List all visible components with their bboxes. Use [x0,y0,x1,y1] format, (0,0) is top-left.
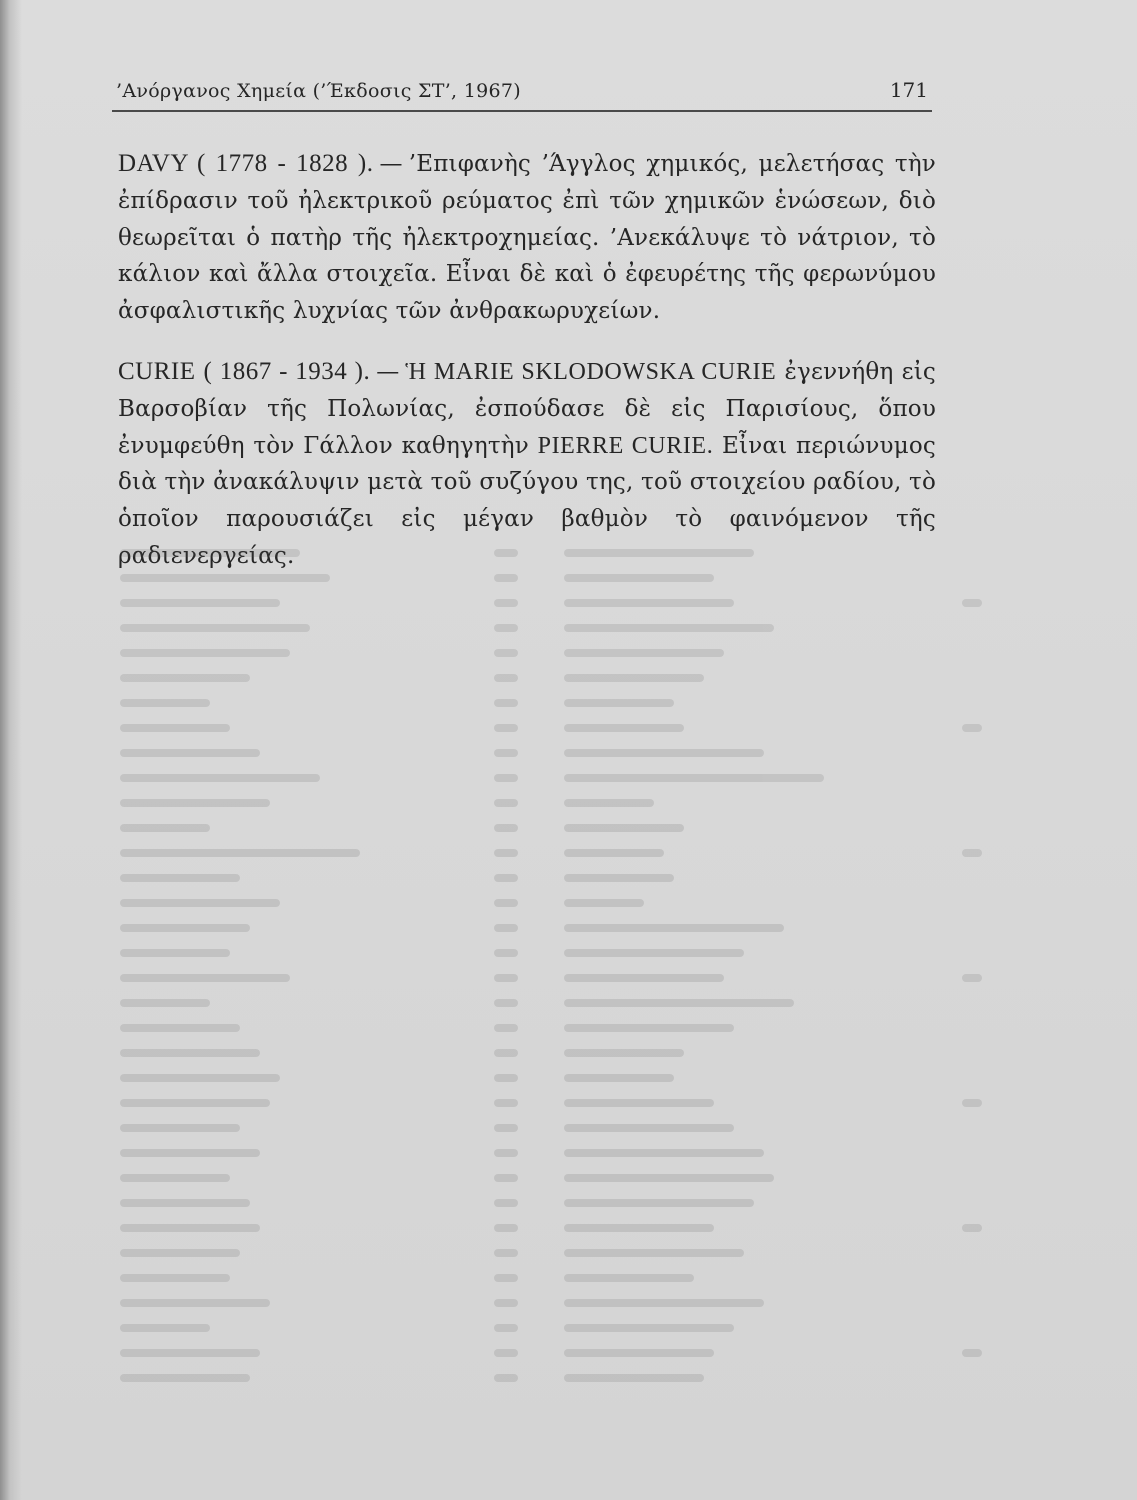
entry-subject: Ἡ MARIE SKLODOWSKA CURIE [405,359,777,385]
entry-name: DAVY [118,150,189,177]
show-through-line [112,1045,992,1059]
show-through-line [112,770,992,784]
show-through-line [112,695,992,709]
show-through-line [112,595,992,609]
show-through-line [112,1220,992,1234]
show-through-line [112,945,992,959]
entry-text: Εἶναι περιώνυμος διὰ τὴν ἀνακάλυψιν μετὰ τοῦ συζύγου της, τοῦ στοιχείου ραδίου, τὸ ὁποῖον παρουσιάζει εἰς μέγαν βαθμὸν τὸ φαινόμενον τῆς ραδιενεργείας. [118,432,937,569]
entry-davy [118,146,936,330]
show-through-text [112,545,992,1405]
entry-husband-name: PIERRE CURIE. [537,432,714,459]
show-through-line [112,620,992,634]
entry-dash: — [376,359,400,385]
show-through-line [112,895,992,909]
running-head: ’Ανόργανος Χημεία (’Έκδοσις ΣΤ’, 1967) [116,80,521,102]
page-number: 171 [889,78,928,102]
show-through-line [112,1370,992,1384]
show-through-line [112,645,992,659]
show-through-line [112,670,992,684]
show-through-line [112,995,992,1009]
show-through-line [112,1245,992,1259]
show-through-line [112,820,992,834]
show-through-line [112,845,992,859]
entry-dash: — [379,151,403,177]
show-through-line [112,1145,992,1159]
page-edge-shadow [0,0,22,1500]
entry-text: ’Επιφανὴς ’Άγγλος χημικός, μελετήσας τὴν ἐπίδρασιν τοῦ ἠλεκτρικοῦ ρεύματος ἐπὶ τῶν χημικῶν ἑνώσεων, διὸ θεωρεῖται ὁ πατὴρ τῆς ἠλεκτροχημείας. ’Ανεκάλυψε τὸ νάτριον, τὸ κάλιον καὶ ἄλλα στοιχεῖα. Εἶναι δὲ καὶ ὁ ἐφευρέτης τῆς φερωνύμου ἀσφαλιστικῆς λυχνίας τῶν ἀνθρακωρυχείων. [118,151,936,325]
entry-curie [118,354,936,575]
show-through-line [112,1020,992,1034]
entry-years: ( 1778 - 1828 ). [197,150,374,177]
show-through-line [112,1270,992,1284]
show-through-line [112,1320,992,1334]
show-through-line [112,1345,992,1359]
show-through-line [112,795,992,809]
entry-years: ( 1867 - 1934 ). [203,358,371,385]
show-through-line [112,970,992,984]
show-through-line [112,1170,992,1184]
show-through-line [112,1095,992,1109]
show-through-line [112,1070,992,1084]
show-through-line [112,920,992,934]
show-through-line [112,1295,992,1309]
show-through-line [112,870,992,884]
page-header [112,70,932,112]
show-through-line [112,1120,992,1134]
show-through-line [112,745,992,759]
show-through-line [112,720,992,734]
entry-text: ἐγεννήθη εἰς Βαρσοβίαν τῆς Πολωνίας, ἐσπούδασε δὲ εἰς Παρισίους, ὅπου ἐνυμφεύθη τὸν Γάλλον καθηγητὴν [118,359,936,459]
show-through-line [112,1195,992,1209]
entry-name: CURIE [118,358,196,385]
